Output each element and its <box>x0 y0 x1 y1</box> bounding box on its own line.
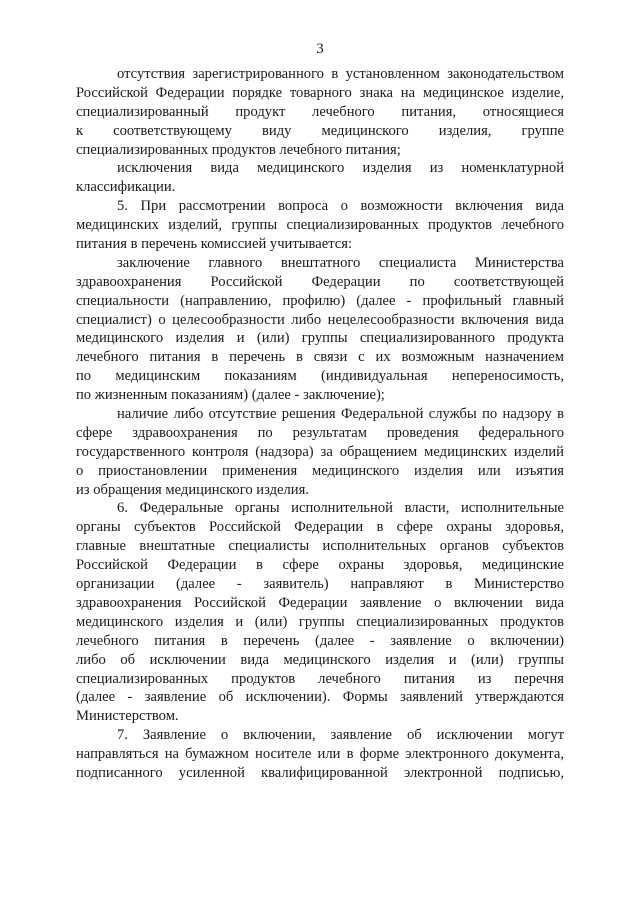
text-line: сфере здравоохранения по результатам проведения федерального <box>76 424 564 441</box>
text-line: лечебного питания в перечень в связи с их возможным назначением <box>76 349 564 366</box>
text-line: Российской Федерации порядке товарного знака на медицинское изделие, <box>76 84 564 101</box>
text-line: специальности (направлению, профилю) (далее - профильный главный <box>76 292 564 309</box>
text-line: из обращения медицинского изделия. <box>76 481 309 498</box>
text-line: государственного контроля (надзора) за обращением медицинских изделий <box>76 443 564 460</box>
text-line: 6. Федеральные органы исполнительной власти, исполнительные <box>117 500 564 517</box>
text-line: классификации. <box>76 179 176 196</box>
paragraph <box>76 406 564 500</box>
text-line: к соответствующему виду медицинского изделия, группе <box>76 122 564 139</box>
text-line: либо об исключении вида медицинского изделия и (или) группы <box>76 651 564 668</box>
text-line: исключения вида медицинского изделия из номенклатурной <box>117 160 564 177</box>
text-line: медицинского изделия и (или) группы специализированного продукта <box>76 330 564 347</box>
text-line: (далее - заявление об исключении). Формы заявлений утверждаются <box>76 689 564 706</box>
text-line: специализированных продуктов лечебного питания; <box>76 141 401 158</box>
text-line: питания в перечень комиссией учитывается: <box>76 236 352 253</box>
text-line: о приостановлении применения медицинского изделия или изъятия <box>76 462 564 479</box>
paragraph <box>76 198 564 255</box>
text-line: медицинского изделия и (или) группы специализированных продуктов <box>76 613 564 630</box>
paragraph <box>76 255 564 406</box>
text-line: специализированных продуктов лечебного питания из перечня <box>76 670 564 687</box>
text-line: подписанного усиленной квалифицированной электронной подписью, <box>76 764 564 781</box>
text-line: здравоохранения Российской Федерации по соответствующей <box>76 273 564 290</box>
text-line: специалист) о целесообразности либо нецелесообразности включения вида <box>76 311 564 328</box>
text-line: Министерством. <box>76 708 179 725</box>
text-line: 7. Заявление о включении, заявление об исключении могут <box>117 727 564 744</box>
paragraph <box>76 500 564 727</box>
text-line: 5. При рассмотрении вопроса о возможности включения вида <box>117 198 564 215</box>
text-line: специализированный продукт лечебного питания, относящиеся <box>76 103 564 120</box>
text-line: медицинских изделий, группы специализированных продуктов лечебного <box>76 217 564 234</box>
text-line: направляться на бумажном носителе или в форме электронного документа, <box>76 746 564 763</box>
document-body <box>76 66 564 784</box>
text-line: по жизненным показаниям) (далее - заключение); <box>76 387 385 404</box>
text-line: отсутствия зарегистрированного в установленном законодательством <box>117 66 564 82</box>
text-line: Российской Федерации в сфере охраны здоровья, медицинские <box>76 557 564 574</box>
paragraph <box>76 66 564 160</box>
paragraph <box>76 160 564 198</box>
text-line: главные внештатные специалисты исполнительных органов субъектов <box>76 538 564 555</box>
paragraph <box>76 727 564 784</box>
text-line: органы субъектов Российской Федерации в сфере охраны здоровья, <box>76 519 564 536</box>
page-number: 3 <box>316 41 324 57</box>
text-line: здравоохранения Российской Федерации заявление о включении вида <box>76 594 564 611</box>
text-line: заключение главного внештатного специалиста Министерства <box>117 254 564 271</box>
text-line: наличие либо отсутствие решения Федеральной службы по надзору в <box>117 406 564 423</box>
text-line: организации (далее - заявитель) направляют в Министерство <box>76 576 564 593</box>
text-line: по медицинским показаниям (индивидуальная непереносимость, <box>76 368 564 385</box>
text-line: лечебного питания в перечень (далее - заявление о включении) <box>76 632 564 649</box>
